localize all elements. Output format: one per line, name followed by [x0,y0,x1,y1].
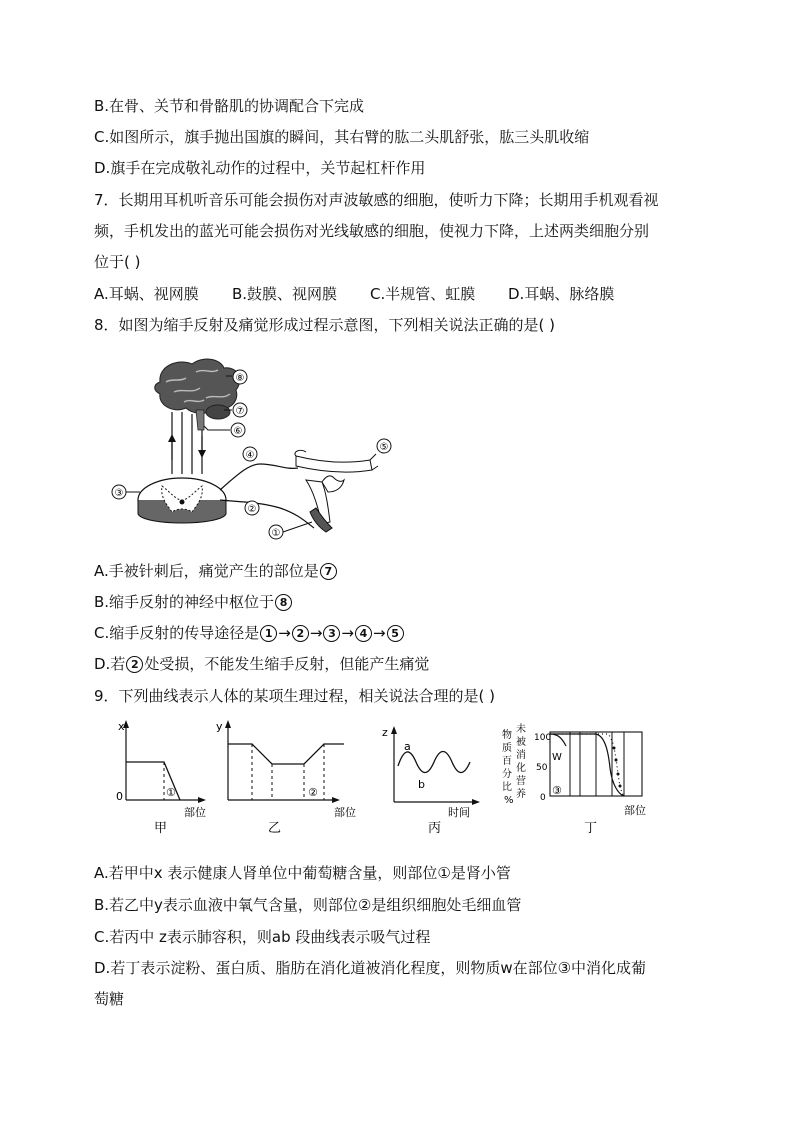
q8-option-a: A.手被针刺后，痛觉产生的部位是 7 [94,561,338,581]
svg-text:%: % [504,795,514,806]
label-2: ② [247,504,257,515]
q9-stem: 9．下列曲线表示人体的某项生理过程，相关说法合理的是( ) [94,687,496,705]
svg-text:质: 质 [502,743,512,754]
bing-a: a [404,740,411,753]
bing-xlabel: 时间 [448,806,470,819]
jia-ylabel: x [118,720,125,733]
q8-option-d: D.若 2 处受损，不能发生缩手反射，但能产生痛觉 [94,655,430,673]
graph-bing [376,718,486,840]
reflex-arc-diagram [100,352,400,544]
ding-left-label [502,728,514,806]
bing-ylabel: z [382,726,388,739]
jia-xlabel: 部位 [184,806,206,819]
graph-jia [112,718,212,840]
svg-text:营: 营 [516,776,526,787]
bing-b: b [418,778,425,791]
q6-option-b: B.在骨、关节和骨骼肌的协调配合下完成 [94,97,365,115]
arm-illustration [295,450,378,532]
q7-option-c: C.半规管、虹膜 [370,285,476,303]
q7-option-d: D.耳蜗、脉络膜 [508,285,615,303]
svg-text:分: 分 [502,769,512,780]
graph-ding [496,718,656,840]
yi-ylabel: y [216,720,223,733]
label-1: ① [271,528,281,539]
svg-text:物: 物 [502,730,512,741]
svg-text:被: 被 [516,737,526,748]
label-7: ⑦ [235,406,245,417]
label-8: ⑧ [235,373,245,384]
q7-stem-line1: 7．长期用耳机听音乐可能会损伤对声波敏感的细胞，使听力下降；长期用手机观看视 [94,191,659,209]
q6-option-d: D.旗手在完成敬礼动作的过程中，关节起杠杆作用 [94,159,426,177]
label-5: ⑤ [379,442,389,453]
bing-caption: 丙 [428,821,442,836]
svg-text:养: 养 [516,789,526,800]
svg-text:消: 消 [516,750,526,761]
jia-mark: ① [166,786,176,799]
q6-option-c: C.如图所示，旗手抛出国旗的瞬间，其右臂的肱二头肌舒张，肱三头肌收缩 [94,128,590,146]
ding-caption: 丁 [584,821,598,836]
svg-text:未: 未 [516,724,526,735]
svg-text:百: 百 [502,756,512,767]
q7-option-b: B.鼓膜、视网膜 [232,285,338,303]
q9-option-d-line1: D.若丁表示淀粉、蛋白质、脂肪在消化道被消化程度，则物质w在部位③中消化成葡 [94,959,647,977]
jia-caption: 甲 [154,821,168,836]
q9-option-a: A.若甲中x 表示健康人肾单位中葡萄糖含量，则部位①是肾小管 [94,864,511,882]
label-4: ④ [245,450,255,461]
spinal-cord-section [138,478,226,523]
brain-illustration [155,359,240,430]
graph-yi [210,718,360,840]
q7-options [94,284,614,304]
q7-stem-line2: 频，手机发出的蓝光可能会损伤对光线敏感的细胞，使视力下降，上述两类细胞分别 [94,222,650,240]
label-3: ③ [114,488,124,499]
svg-text:比: 比 [502,782,512,793]
label-6: ⑥ [233,426,243,437]
ding-y0: 0 [540,793,546,803]
ding-y50: 50 [536,763,548,773]
yi-mark: ② [308,786,318,799]
ding-w: W [552,752,562,763]
q8-stem: 8．如图为缩手反射及痛觉形成过程示意图，下列相关说法正确的是( ) [94,316,556,334]
q7-stem-line3: 位于( ) [94,253,141,271]
ding-right-label [516,722,526,800]
q8-option-b: B.缩手反射的神经中枢位于 8 [94,592,293,612]
jia-origin: 0 [116,790,123,803]
q9-option-b: B.若乙中y表示血液中氧气含量，则部位②是组织细胞处毛细血管 [94,896,522,914]
ding-xlabel: 部位 [624,804,646,817]
ding-mark: ③ [552,784,562,797]
q7-option-a: A.耳蜗、视网膜 [94,285,199,303]
q8-option-c: C.缩手反射的传导途径是 1 → 2 → 3 → 4 → 5 [94,623,405,643]
q9-option-d-line2: 萄糖 [94,990,125,1008]
yi-xlabel: 部位 [334,806,356,819]
ding-y100: 100 [534,733,552,743]
yi-caption: 乙 [268,821,282,836]
q9-option-c: C.若丙中 z表示肺容积，则ab 段曲线表示吸气过程 [94,928,431,946]
svg-text:化: 化 [516,763,526,774]
